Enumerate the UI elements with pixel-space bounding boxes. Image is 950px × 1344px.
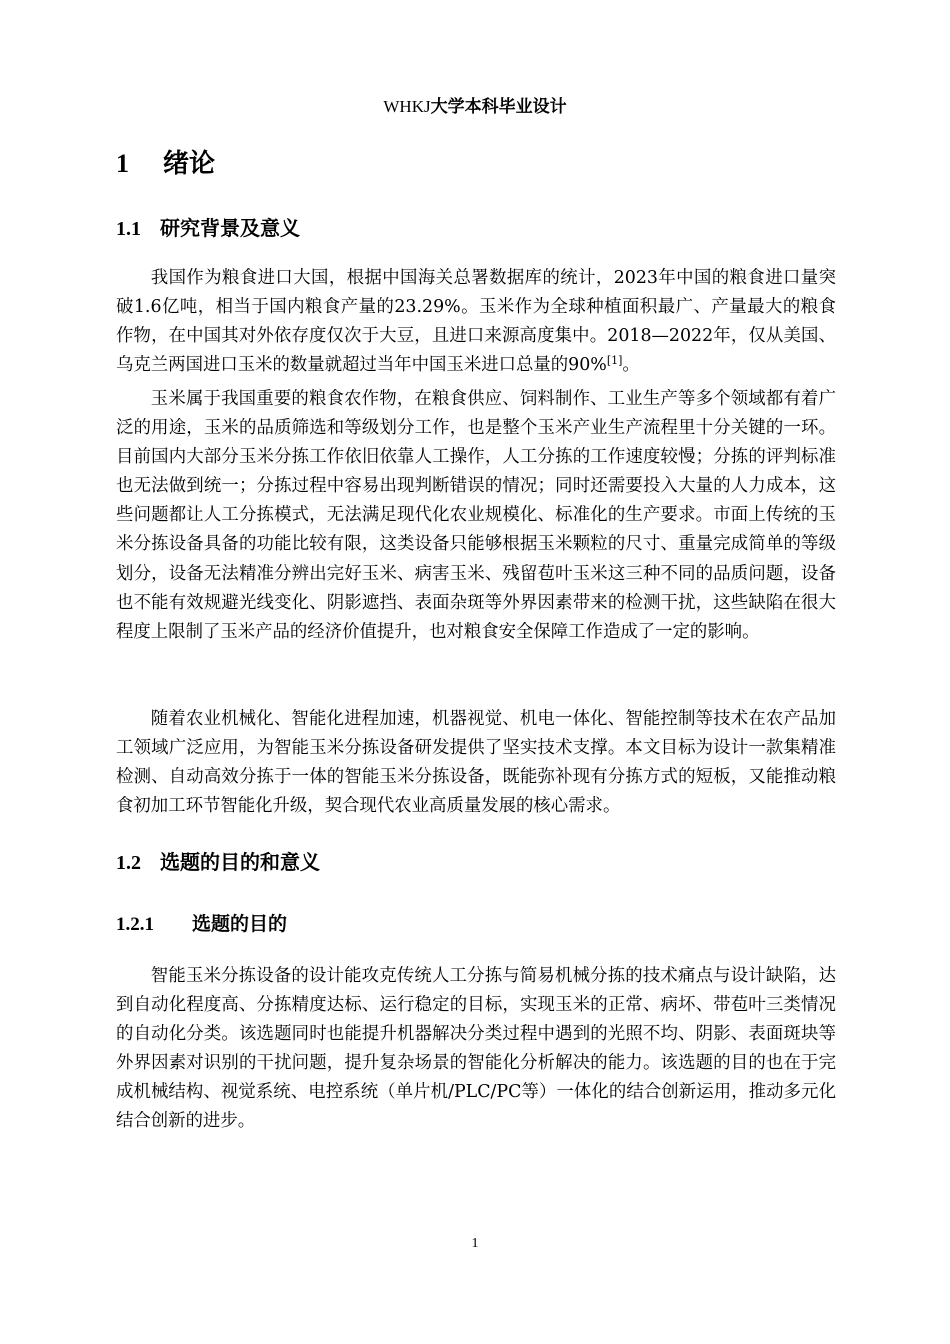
subsection-title: 选题的目的 <box>192 913 288 935</box>
chapter-title: 绪论 <box>163 149 216 179</box>
paragraph <box>116 705 836 821</box>
section-heading-1-1 <box>116 214 300 243</box>
subsection-number: 1.2.1 <box>116 914 154 935</box>
paragraph-text: 随着农业机械化、智能化进程加速，机器视觉、机电一体化、智能控制等技术在农产品加工领域广泛应用，为智能玉米分拣设备研发提供了坚实技术支撑。本文目标为设计一款集精准检测、自动高效分拣于一体的智能玉米分拣设备，既能弥补现有分拣方式的短板，又能推动粮食初加工环节智能化升级，契合现代农业高质量发展的核心需求。 <box>116 709 836 817</box>
header-rule <box>116 126 836 127</box>
chapter-heading <box>116 146 215 182</box>
paragraph <box>116 962 836 1137</box>
section-title: 选题的目的和意义 <box>160 850 320 874</box>
page-number: 1 <box>471 1236 479 1251</box>
citation-reference[interactable]: [1] <box>606 354 623 368</box>
paragraph <box>116 264 836 380</box>
section-number: 1.2 <box>116 852 141 874</box>
page-header <box>0 96 950 118</box>
paragraph-text: 智能玉米分拣设备的设计能攻克传统人工分拣与简易机械分拣的技术痛点与设计缺陷，达到自动化程度高、分拣精度达标、运行稳定的目标，实现玉米的正常、病坏、带苞叶三类情况的自动化分类。该选题同时也能提升机器解决分类过程中遇到的光照不均、阴影、表面斑块等外界因素对识别的干扰问题，提升复杂场景的智能化分析解决的能力。该选题的目的也在于完成机械结构、视觉系统、电控系统（单片机/PLC/PC等）一体化的结合创新运用，推动多元化结合创新的进步。 <box>116 966 836 1132</box>
section-title: 研究背景及意义 <box>160 216 300 240</box>
chapter-number: 1 <box>116 149 129 178</box>
subsection-heading-1-2-1 <box>116 911 287 938</box>
header-latin-text: WHKJ <box>383 97 431 116</box>
paragraph-text: 我国作为粮食进口大国，根据中国海关总署数据库的统计，2023年中国的粮食进口量突破1.6亿吨，相当于国内粮食产量的23.29%。玉米作为全球种植面积最广、产量最大的粮食作物，在中国其对外依存度仅次于大豆，且进口来源高度集中。2018—2022年，仅从美国、乌克兰两国进口玉米的数量就超过当年中国玉米进口总量的90% <box>116 268 836 376</box>
section-heading-1-2 <box>116 848 320 877</box>
header-title: 大学本科毕业设计 <box>430 97 567 117</box>
paragraph <box>116 385 836 647</box>
paragraph-text: 玉米属于我国重要的粮食农作物，在粮食供应、饲料制作、工业生产等多个领域都有着广泛的用途，玉米的品质筛选和等级划分工作，也是整个玉米产业生产流程里十分关键的一环。目前国内大部分玉米分拣工作依旧依靠人工操作，人工分拣的工作速度较慢；分拣的评判标准也无法做到统一；分拣过程中容易出现判断错误的情况；同时还需要投入大量的人力成本，这些问题都让人工分拣模式，无法满足现代化农业规模化、标准化的生产要求。市面上传统的玉米分拣设备具备的功能比较有限，这类设备只能够根据玉米颗粒的尺寸、重量完成简单的等级划分，设备无法精准分辨出完好玉米、病害玉米、残留苞叶玉米这三种不同的品质问题，设备也不能有效规避光线变化、阴影遮挡、表面杂斑等外界因素带来的检测干扰，这些缺陷在很大程度上限制了玉米产品的经济价值提升，也对粮食安全保障工作造成了一定的影响。 <box>116 389 836 642</box>
paragraph-tail: 。 <box>622 355 640 376</box>
section-number: 1.1 <box>116 218 141 240</box>
